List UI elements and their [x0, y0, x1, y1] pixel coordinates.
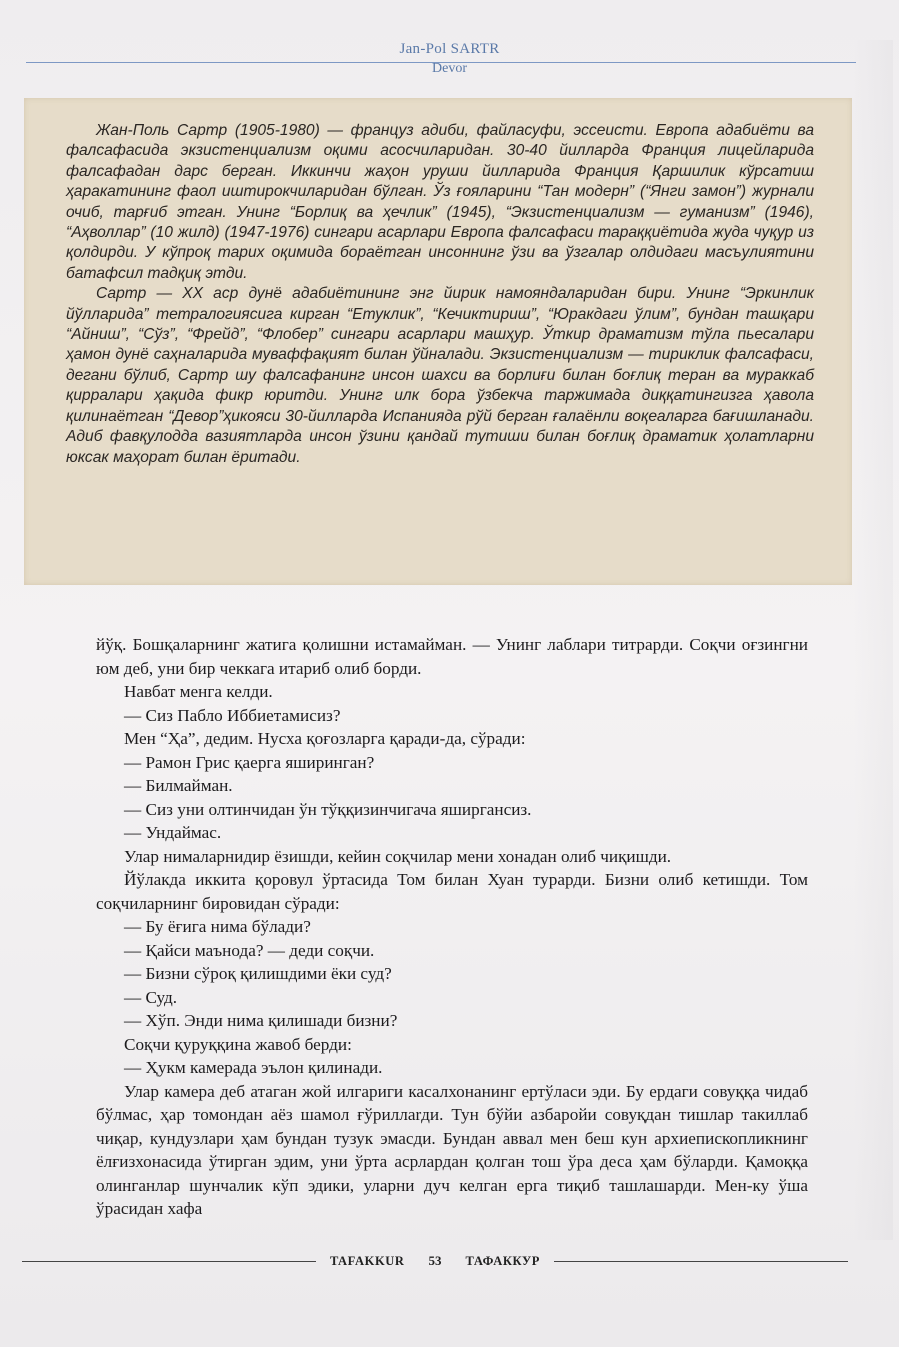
story-paragraph: — Рамон Грис қаерга яширинган? — [124, 752, 375, 772]
story-paragraph: — Бу ёғига нима бўлади? — [124, 917, 311, 936]
story-paragraph: Улар нималарнидир ёзишди, кейин соқчилар мени хонадан олиб чиқишди. — [124, 846, 672, 866]
footer-rule-right — [554, 1261, 848, 1262]
bio-paragraph: Сартр — ХХ аср дунё адабиётининг энг йирик намояндаларидан бири. Унинг “Эркинлик йўлларида” тетралогиясига кирган “Етуклик”, “Кечиктириш”, “Юракдаги ўлим”, бундан ташқари “Айниш”, “Сўз”, “Фрейд”, “Флобер” сингари асарлари машҳур. Ўткир драматизм тўла пьесалари ҳамон дунё саҳналарида муваффақият билан ўйналади. Экзистенциализм — тириклик фалсафаси, дегани бўлиб, Сартр шу фалсафанинг инсон шахси ва борлиғи билан боғлиқ теран ва мураккаб қирралари ҳақида фикр юритди. Унинг илк бора ўзбекча таржимада диққатингизга ҳавола қилинаётган “Девор”ҳикояси 30-йилларда Испанияда рўй берган ғалаёнли воқеаларга бағишланади. Адиб фавқулодда вазиятларда инсон ўзини қандай тутиши билан боғлиқ драматик ҳолатларни юксак маҳорат билан ёритади. — [66, 285, 814, 466]
footer-rule-left — [22, 1261, 316, 1262]
story-text — [96, 633, 808, 1221]
story-paragraph: — Суд. — [124, 987, 178, 1007]
story-paragraph: — Ҳукм камерада эълон қилинади. — [124, 1058, 383, 1077]
bio-paragraph: Жан-Поль Сартр (1905-1980) — француз адиби, файласуфи, эссеисти. Европа адабиёти ва фалсафасида экзистенциализм оқими асосчиларидан. 30-40 йилларда Франция лицейларида фалсафадан дарс берган. Иккинчи жаҳон уруши йилларида Франция Қаршилик кўрсатиш ҳаракатининг фаол иштирокчиларидан бўлган. Ўз ғояларини “Тан модерн” (“Янги замон”) журнали очиб, тарғиб этган. Унинг “Борлиқ ва ҳечлик” (1945), “Экзистенциализм — гуманизм” (1946), “Аҳволлар” (10 жилд) (1947-1976) сингари асарлари Европа фалсафаси тараққиётида жуда чуқур из қолдирди. У кўпроқ тарих оқимида бораётган инсоннинг ўзи ва ўзгалар олдидаги масъулиятини батафсил тадқиқ этди. — [66, 122, 814, 282]
header-rule — [26, 62, 856, 63]
story-paragraph: — Қайси маънода? — деди соқчи. — [124, 940, 375, 960]
story-paragraph: Соқчи қуруққина жавоб берди: — [124, 1034, 352, 1054]
story-paragraph: Улар камера деб атаган жой илгариги касалхонанинг ертўласи эди. Бу ердаги совуққа чидаб бўлмас, ҳар томондан аёз шамол ғўриллarди. Тун бўйи азбаройи совуқдан тишлар такиллаб чиқар, кундузлари ҳам бундан тузук эмасди. Бундан аввал мен беш кун архиепископликнинг ёлғизхонасида ўтирган эдим, уни ўрта асрлардан қолган тош ўра деса ҳам бўларди. Қамоққа олинганлар шунчалик кўп эдики, уларни дуч келган ерга тиқиб ташлашарди. Мен-ку ўша ўрасидан хафа — [96, 1081, 808, 1218]
story-paragraph: йўқ. Бошқаларнинг жатига қолишни истамайман. — Унинг лаблари титрарди. Соқчи оғзингни юм деб, уни бир чеккага итариб олиб борди. — [96, 635, 808, 678]
footer — [22, 1250, 848, 1272]
story-paragraph: — Бизни сўроқ қилишдими ёки суд? — [124, 964, 392, 983]
author-bio — [66, 121, 814, 468]
header-author: Jan-Pol SARTR — [399, 41, 500, 57]
story-paragraph: — Сиз уни олтинчидан ўн тўққизинчигача яширгансиз. — [124, 799, 532, 819]
story-paragraph: Мен “Ҳа”, дедим. Нусха қоғозларга қаради-да, сўради: — [124, 729, 526, 748]
story-paragraph: — Сиз Пабло Иббиетамисиз? — [124, 705, 341, 725]
story-paragraph: Навбат менга келди. — [124, 682, 273, 701]
page-edge-shadow — [853, 40, 893, 1240]
story-paragraph: — Хўп. Энди нима қилишади бизни? — [124, 1011, 398, 1030]
page-number: 53 — [428, 1253, 442, 1268]
footer-label-cyrillic: ТАФАККУР — [465, 1253, 540, 1268]
story-paragraph: Йўлакда иккита қоровул ўртасида Том билан Хуан турарди. Бизни олиб кетишди. Том соқчиларнинг бировидан сўради: — [96, 870, 808, 913]
running-header — [0, 40, 899, 78]
story-paragraph: — Билмайман. — [124, 776, 233, 795]
story-paragraph: — Ундаймас. — [124, 823, 222, 842]
header-title: Devor — [432, 61, 467, 76]
footer-label-latin: TAFAKKUR — [330, 1253, 405, 1268]
